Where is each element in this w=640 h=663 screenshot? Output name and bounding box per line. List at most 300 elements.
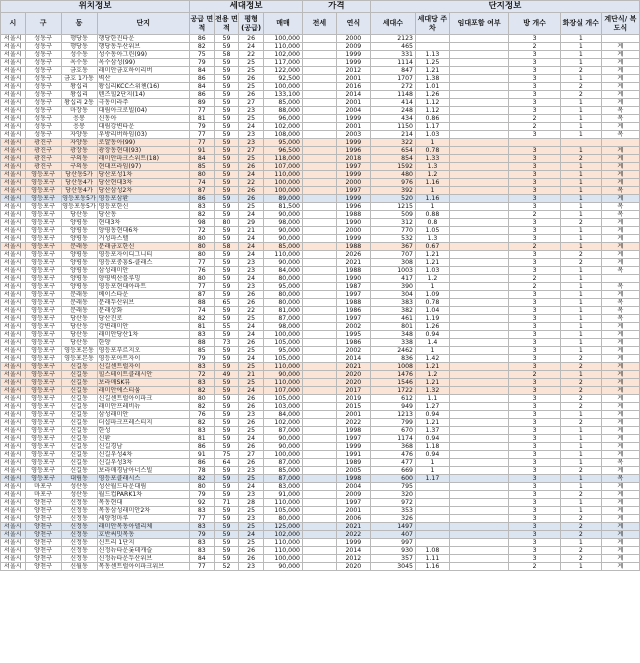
cell-dong: 행당동 bbox=[61, 35, 97, 43]
cell-supply-area: 80 bbox=[190, 171, 215, 179]
cell-complex: 영등포클래시스 bbox=[97, 475, 189, 483]
cell-households: 434 bbox=[370, 115, 415, 123]
cell-exclusive-area: 59 bbox=[214, 315, 239, 323]
cell-supply-area: 86 bbox=[190, 75, 215, 83]
cell-sale-price: 100,000 bbox=[263, 451, 302, 459]
cell-city: 서울시 bbox=[1, 507, 26, 515]
cell-rooms: 2 bbox=[509, 43, 560, 51]
cell-rooms: 3 bbox=[509, 267, 560, 275]
cell-rental bbox=[449, 539, 509, 547]
cell-parking bbox=[415, 523, 449, 531]
cell-exclusive-area: 59 bbox=[214, 195, 239, 203]
cell-pyeong: 27 bbox=[239, 147, 264, 155]
table-row bbox=[1, 123, 640, 131]
cell-rooms: 3 bbox=[509, 235, 560, 243]
cell-pyeong: 25 bbox=[239, 115, 264, 123]
cell-hall-type: 계 bbox=[601, 323, 639, 331]
cell-households: 407 bbox=[370, 531, 415, 539]
cell-sale-price: 110,000 bbox=[263, 539, 302, 547]
cell-year: 1997 bbox=[336, 163, 370, 171]
cell-supply-area: 85 bbox=[190, 347, 215, 355]
cell-supply-area: 84 bbox=[190, 67, 215, 75]
cell-jeonse-price bbox=[303, 395, 337, 403]
cell-pyeong: 24 bbox=[239, 243, 264, 251]
cell-rental bbox=[449, 139, 509, 147]
cell-year: 2018 bbox=[336, 155, 370, 163]
cell-sale-price: 90,000 bbox=[263, 443, 302, 451]
cell-sale-price: 100,000 bbox=[263, 179, 302, 187]
cell-dong: 양평동 bbox=[61, 267, 97, 275]
cell-jeonse-price bbox=[303, 515, 337, 523]
cell-exclusive-area: 49 bbox=[214, 371, 239, 379]
cell-complex: 광장동현대(93) bbox=[97, 147, 189, 155]
cell-bathrooms bbox=[560, 139, 601, 147]
cell-jeonse-price bbox=[303, 499, 337, 507]
cell-jeonse-price bbox=[303, 235, 337, 243]
cell-exclusive-area: 55 bbox=[214, 323, 239, 331]
table-body bbox=[1, 35, 640, 571]
cell-pyeong: 26 bbox=[239, 547, 264, 555]
cell-city: 서울시 bbox=[1, 315, 26, 323]
cell-district: 영등포구 bbox=[25, 219, 61, 227]
cell-households: 480 bbox=[370, 171, 415, 179]
cell-hall-type: 복 bbox=[601, 475, 639, 483]
cell-jeonse-price bbox=[303, 283, 337, 291]
cell-year: 1999 bbox=[336, 539, 370, 547]
cell-rental bbox=[449, 403, 509, 411]
cell-rental bbox=[449, 67, 509, 75]
cell-jeonse-price bbox=[303, 91, 337, 99]
cell-hall-type bbox=[601, 139, 639, 147]
cell-jeonse-price bbox=[303, 419, 337, 427]
cell-year: 1999 bbox=[336, 115, 370, 123]
cell-bathrooms: 1 bbox=[560, 427, 601, 435]
cell-jeonse-price bbox=[303, 59, 337, 67]
cell-jeonse-price bbox=[303, 179, 337, 187]
cell-jeonse-price bbox=[303, 547, 337, 555]
cell-pyeong: 25 bbox=[239, 59, 264, 67]
cell-city: 서울시 bbox=[1, 307, 26, 315]
cell-households: 1476 bbox=[370, 371, 415, 379]
cell-jeonse-price bbox=[303, 379, 337, 387]
column-header: 화장실 개수 bbox=[560, 13, 601, 35]
cell-rental bbox=[449, 491, 509, 499]
cell-parking: 1.12 bbox=[415, 107, 449, 115]
table-row bbox=[1, 467, 640, 475]
cell-dong: 당산동 bbox=[61, 331, 97, 339]
cell-complex: 래미안목동아델리체 bbox=[97, 523, 189, 531]
cell-district: 영등포구 bbox=[25, 451, 61, 459]
cell-city: 서울시 bbox=[1, 219, 26, 227]
cell-dong: 신길동 bbox=[61, 451, 97, 459]
cell-city: 서울시 bbox=[1, 99, 26, 107]
cell-rental bbox=[449, 43, 509, 51]
cell-complex: 래미안에스티움 bbox=[97, 387, 189, 395]
cell-dong: 신월동 bbox=[61, 563, 97, 571]
cell-district: 영등포구 bbox=[25, 283, 61, 291]
cell-district: 마포구 bbox=[25, 491, 61, 499]
cell-sale-price: 100,000 bbox=[263, 83, 302, 91]
cell-dong: 당산동 bbox=[61, 323, 97, 331]
cell-households: 997 bbox=[370, 539, 415, 547]
cell-pyeong: 27 bbox=[239, 99, 264, 107]
cell-complex: 우방리버하임(03) bbox=[97, 131, 189, 139]
cell-sale-price: 117,000 bbox=[263, 59, 302, 67]
cell-households: 1213 bbox=[370, 411, 415, 419]
cell-rooms: 3 bbox=[509, 379, 560, 387]
cell-supply-area: 87 bbox=[190, 187, 215, 195]
table-row bbox=[1, 563, 640, 571]
cell-hall-type: 계 bbox=[601, 75, 639, 83]
cell-complex: 현대3차 bbox=[97, 219, 189, 227]
cell-district: 영등포구 bbox=[25, 411, 61, 419]
cell-exclusive-area: 59 bbox=[214, 83, 239, 91]
cell-sale-price: 105,000 bbox=[263, 355, 302, 363]
cell-households: 600 bbox=[370, 475, 415, 483]
cell-jeonse-price bbox=[303, 315, 337, 323]
cell-exclusive-area: 59 bbox=[214, 131, 239, 139]
cell-district: 영등포구 bbox=[25, 331, 61, 339]
cell-parking: 1.09 bbox=[415, 291, 449, 299]
cell-supply-area: 83 bbox=[190, 523, 215, 531]
cell-year: 1999 bbox=[336, 171, 370, 179]
cell-city: 서울시 bbox=[1, 195, 26, 203]
cell-rooms: 3 bbox=[509, 187, 560, 195]
cell-rooms: 3 bbox=[509, 363, 560, 371]
cell-year: 2022 bbox=[336, 419, 370, 427]
cell-supply-area: 74 bbox=[190, 307, 215, 315]
cell-bathrooms: 2 bbox=[560, 403, 601, 411]
cell-year: 1999 bbox=[336, 59, 370, 67]
cell-households: 532 bbox=[370, 235, 415, 243]
cell-rooms: 3 bbox=[509, 219, 560, 227]
cell-city: 서울시 bbox=[1, 123, 26, 131]
cell-rooms: 3 bbox=[509, 67, 560, 75]
cell-pyeong: 25 bbox=[239, 347, 264, 355]
cell-year: 2019 bbox=[336, 395, 370, 403]
table-row bbox=[1, 83, 640, 91]
table-row bbox=[1, 211, 640, 219]
cell-rental bbox=[449, 179, 509, 187]
cell-rental bbox=[449, 123, 509, 131]
cell-year: 1997 bbox=[336, 435, 370, 443]
cell-exclusive-area: 73 bbox=[214, 339, 239, 347]
cell-parking: 1.32 bbox=[415, 387, 449, 395]
cell-year: 2003 bbox=[336, 131, 370, 139]
cell-households: 1707 bbox=[370, 75, 415, 83]
cell-rooms: 3 bbox=[509, 539, 560, 547]
cell-city: 서울시 bbox=[1, 475, 26, 483]
cell-bathrooms: 1 bbox=[560, 211, 601, 219]
cell-parking: 1.08 bbox=[415, 547, 449, 555]
cell-bathrooms: 1 bbox=[560, 331, 601, 339]
cell-households: 476 bbox=[370, 451, 415, 459]
cell-sale-price: 108,000 bbox=[263, 131, 302, 139]
cell-pyeong: 24 bbox=[239, 531, 264, 539]
cell-rooms: 3 bbox=[509, 491, 560, 499]
cell-rental bbox=[449, 187, 509, 195]
cell-supply-area: 83 bbox=[190, 539, 215, 547]
cell-parking: 1.4 bbox=[415, 339, 449, 347]
cell-households: 770 bbox=[370, 227, 415, 235]
cell-pyeong: 25 bbox=[239, 155, 264, 163]
cell-rental bbox=[449, 315, 509, 323]
cell-rooms: 3 bbox=[509, 427, 560, 435]
column-header: 평형 (공급) bbox=[239, 13, 264, 35]
cell-district: 양천구 bbox=[25, 563, 61, 571]
cell-pyeong: 23 bbox=[239, 491, 264, 499]
cell-dong: 구의동 bbox=[61, 155, 97, 163]
cell-district: 영등포구 bbox=[25, 299, 61, 307]
cell-rental bbox=[449, 459, 509, 467]
cell-dong: 금호 1가동 bbox=[61, 75, 97, 83]
cell-city: 서울시 bbox=[1, 419, 26, 427]
cell-year: 1990 bbox=[336, 275, 370, 283]
cell-sale-price: 122,000 bbox=[263, 67, 302, 75]
cell-complex: 행당한진타운 bbox=[97, 35, 189, 43]
cell-hall-type: 계 bbox=[601, 499, 639, 507]
cell-sale-price: 105,000 bbox=[263, 395, 302, 403]
cell-dong: 영등포본동 bbox=[61, 347, 97, 355]
cell-pyeong: 23 bbox=[239, 139, 264, 147]
cell-sale-price: 88,000 bbox=[263, 107, 302, 115]
cell-rental bbox=[449, 283, 509, 291]
cell-district: 광진구 bbox=[25, 139, 61, 147]
cell-supply-area: 79 bbox=[190, 59, 215, 67]
cell-bathrooms: 1 bbox=[560, 291, 601, 299]
cell-sale-price: 98,000 bbox=[263, 219, 302, 227]
cell-rooms: 3 bbox=[509, 355, 560, 363]
cell-district: 양천구 bbox=[25, 547, 61, 555]
cell-households: 972 bbox=[370, 499, 415, 507]
cell-parking: 1.26 bbox=[415, 323, 449, 331]
cell-district: 마포구 bbox=[25, 483, 61, 491]
cell-hall-type: 계 bbox=[601, 195, 639, 203]
cell-rooms: 3 bbox=[509, 523, 560, 531]
cell-supply-area: 86 bbox=[190, 459, 215, 467]
cell-rooms: 3 bbox=[509, 299, 560, 307]
cell-hall-type: 복 bbox=[601, 131, 639, 139]
cell-jeonse-price bbox=[303, 243, 337, 251]
group-header: 가격 bbox=[303, 1, 371, 13]
column-header: 임대포함 여부 bbox=[449, 13, 509, 35]
cell-households: 976 bbox=[370, 179, 415, 187]
cell-district: 영등포구 bbox=[25, 243, 61, 251]
table-row bbox=[1, 499, 640, 507]
cell-district: 성동구 bbox=[25, 83, 61, 91]
cell-pyeong: 24 bbox=[239, 435, 264, 443]
cell-supply-area: 82 bbox=[190, 315, 215, 323]
cell-sale-price: 105,000 bbox=[263, 507, 302, 515]
cell-households: 930 bbox=[370, 547, 415, 555]
cell-sale-price: 90,000 bbox=[263, 371, 302, 379]
cell-supply-area: 84 bbox=[190, 155, 215, 163]
cell-parking: 0.94 bbox=[415, 411, 449, 419]
cell-city: 서울시 bbox=[1, 227, 26, 235]
cell-city: 서울시 bbox=[1, 371, 26, 379]
cell-parking: 0.67 bbox=[415, 243, 449, 251]
cell-city: 서울시 bbox=[1, 395, 26, 403]
cell-jeonse-price bbox=[303, 99, 337, 107]
cell-supply-area: 91 bbox=[190, 451, 215, 459]
table-row bbox=[1, 171, 640, 179]
cell-district: 양천구 bbox=[25, 515, 61, 523]
cell-year: 2026 bbox=[336, 251, 370, 259]
cell-bathrooms: 1 bbox=[560, 179, 601, 187]
cell-parking: 1.17 bbox=[415, 123, 449, 131]
cell-bathrooms: 2 bbox=[560, 555, 601, 563]
cell-dong: 금호동 bbox=[61, 67, 97, 75]
cell-complex: 거성파스텔 bbox=[97, 235, 189, 243]
cell-city: 서울시 bbox=[1, 107, 26, 115]
cell-households: 461 bbox=[370, 315, 415, 323]
cell-supply-area: 79 bbox=[190, 491, 215, 499]
cell-bathrooms: 1 bbox=[560, 371, 601, 379]
cell-households: 1114 bbox=[370, 59, 415, 67]
cell-district: 영등포구 bbox=[25, 395, 61, 403]
cell-exclusive-area: 64 bbox=[214, 459, 239, 467]
cell-hall-type: 계 bbox=[601, 43, 639, 51]
cell-dong: 신정동 bbox=[61, 507, 97, 515]
cell-jeonse-price bbox=[303, 523, 337, 531]
cell-rental bbox=[449, 51, 509, 59]
cell-rental bbox=[449, 259, 509, 267]
cell-district: 영등포구 bbox=[25, 371, 61, 379]
cell-city: 서울시 bbox=[1, 251, 26, 259]
table-row bbox=[1, 299, 640, 307]
cell-hall-type: 계 bbox=[601, 371, 639, 379]
cell-households: 272 bbox=[370, 83, 415, 91]
cell-rental bbox=[449, 307, 509, 315]
cell-rooms: 3 bbox=[509, 179, 560, 187]
cell-supply-area: 80 bbox=[190, 483, 215, 491]
cell-supply-area: 75 bbox=[190, 51, 215, 59]
cell-parking: 1 bbox=[415, 139, 449, 147]
cell-exclusive-area: 59 bbox=[214, 523, 239, 531]
cell-supply-area: 80 bbox=[190, 275, 215, 283]
table-row bbox=[1, 491, 640, 499]
cell-pyeong: 21 bbox=[239, 227, 264, 235]
cell-sale-price: 85,000 bbox=[263, 243, 302, 251]
cell-dong: 영등포동5가 bbox=[62, 203, 96, 210]
cell-bathrooms: 1 bbox=[560, 107, 601, 115]
cell-complex: 왕십리KCC스위첸(16) bbox=[97, 83, 189, 91]
column-header: 계단식/ 복도식 bbox=[601, 13, 639, 35]
cell-bathrooms: 1 bbox=[560, 275, 601, 283]
cell-city: 서울시 bbox=[1, 83, 26, 91]
cell-rooms: 2 bbox=[509, 563, 560, 571]
cell-pyeong: 25 bbox=[239, 507, 264, 515]
cell-exclusive-area: 59 bbox=[214, 347, 239, 355]
table-row bbox=[1, 283, 640, 291]
cell-hall-type: 계 bbox=[601, 243, 639, 251]
cell-rental bbox=[449, 435, 509, 443]
cell-households: 353 bbox=[370, 507, 415, 515]
cell-rooms: 3 bbox=[509, 443, 560, 451]
cell-exclusive-area: 59 bbox=[214, 395, 239, 403]
cell-pyeong: 24 bbox=[239, 211, 264, 219]
cell-city: 서울시 bbox=[1, 547, 26, 555]
cell-dong: 신길동 bbox=[61, 411, 97, 419]
cell-year: 2001 bbox=[336, 507, 370, 515]
cell-rental bbox=[449, 411, 509, 419]
cell-pyeong: 26 bbox=[239, 187, 264, 195]
cell-city: 서울시 bbox=[1, 259, 26, 267]
cell-parking: 1.3 bbox=[415, 235, 449, 243]
cell-parking bbox=[415, 515, 449, 523]
cell-exclusive-area: 59 bbox=[214, 307, 239, 315]
cell-households: 949 bbox=[370, 403, 415, 411]
cell-households: 1546 bbox=[370, 379, 415, 387]
cell-year: 1986 bbox=[336, 339, 370, 347]
cell-exclusive-area: 59 bbox=[214, 411, 239, 419]
cell-year: 2021 bbox=[336, 259, 370, 267]
cell-rental bbox=[449, 99, 509, 107]
cell-district: 양천구 bbox=[25, 555, 61, 563]
cell-jeonse-price bbox=[303, 467, 337, 475]
cell-rooms: 3 bbox=[509, 315, 560, 323]
cell-hall-type: 계 bbox=[601, 395, 639, 403]
cell-rooms: 3 bbox=[509, 307, 560, 315]
cell-city: 서울시 bbox=[1, 531, 26, 539]
cell-pyeong: 25 bbox=[239, 379, 264, 387]
cell-sale-price: 81,500 bbox=[263, 203, 302, 211]
cell-households: 414 bbox=[370, 99, 415, 107]
cell-sale-price: 125,000 bbox=[263, 523, 302, 531]
cell-year: 1999 bbox=[336, 51, 370, 59]
cell-rooms: 2 bbox=[509, 243, 560, 251]
cell-parking: 1.33 bbox=[415, 155, 449, 163]
cell-dong: 영등포본동 bbox=[61, 355, 97, 363]
cell-pyeong: 24 bbox=[239, 387, 264, 395]
cell-parking: 1.16 bbox=[415, 195, 449, 203]
cell-supply-area: 86 bbox=[190, 443, 215, 451]
table-row bbox=[1, 179, 640, 187]
cell-bathrooms: 1 bbox=[560, 443, 601, 451]
cell-dong: 자양동 bbox=[61, 131, 97, 139]
cell-pyeong: 26 bbox=[239, 403, 264, 411]
cell-rooms: 3 bbox=[509, 507, 560, 515]
cell-complex: 월드컵PARK1차 bbox=[97, 491, 189, 499]
cell-jeonse-price bbox=[303, 227, 337, 235]
cell-complex: 신길경남 bbox=[97, 443, 189, 451]
cell-sale-price: 80,000 bbox=[263, 275, 302, 283]
cell-city: 서울시 bbox=[1, 139, 26, 147]
column-header: 단지 bbox=[97, 13, 189, 35]
cell-dong: 성산동 bbox=[61, 483, 97, 491]
cell-sale-price: 90,000 bbox=[263, 235, 302, 243]
cell-jeonse-price bbox=[303, 435, 337, 443]
cell-bathrooms: 1 bbox=[560, 283, 601, 291]
cell-dong: 문래동 bbox=[61, 299, 97, 307]
cell-city: 서울시 bbox=[1, 291, 26, 299]
cell-complex: 호반써밋목동 bbox=[97, 531, 189, 539]
cell-dong: 성수동 bbox=[61, 51, 97, 59]
cell-rental bbox=[449, 379, 509, 387]
cell-bathrooms: 2 bbox=[560, 91, 601, 99]
cell-parking: 1.42 bbox=[415, 355, 449, 363]
cell-district: 성동구 bbox=[25, 131, 61, 139]
cell-pyeong: 23 bbox=[239, 515, 264, 523]
cell-rental bbox=[449, 371, 509, 379]
cell-city: 서울시 bbox=[1, 387, 26, 395]
cell-year: 2001 bbox=[336, 411, 370, 419]
cell-complex: 세양청마루 bbox=[97, 515, 189, 523]
cell-district: 성동구 bbox=[25, 75, 61, 83]
table-row bbox=[1, 387, 640, 395]
cell-households: 322 bbox=[370, 139, 415, 147]
cell-hall-type: 복 bbox=[601, 307, 639, 315]
